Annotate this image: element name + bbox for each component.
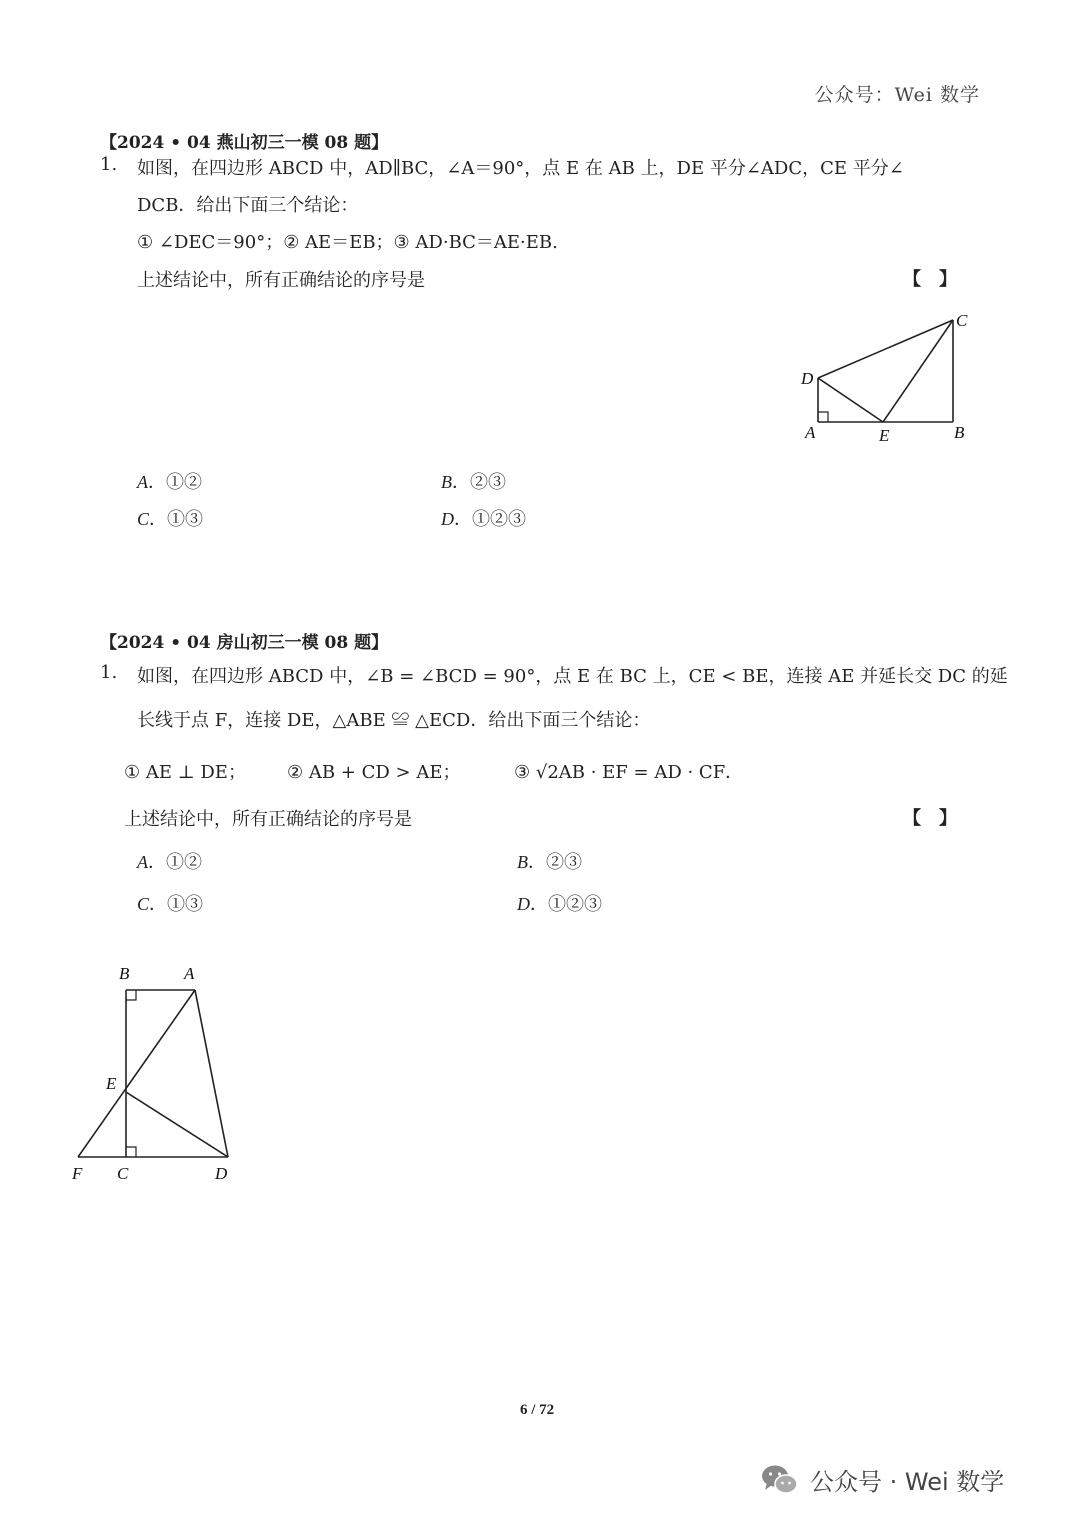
q1-option-d-letter: D [441,509,454,529]
q2-option-d-letter: D [517,894,530,914]
q1-label-e: E [879,426,890,445]
q1-option-c: C．①③ [137,509,204,530]
q2-label-e: E [106,1074,117,1093]
q2-option-a-text: ①② [166,852,202,873]
header-account: 公众号：Wei 数学 [814,84,980,106]
q2-right-angle-mark-c [126,1147,136,1157]
q2-label-a: A [184,964,195,983]
q1-right-angle-mark [818,412,828,422]
q2-answer-bracket: 【 】 [903,808,957,829]
q2-seg-ad [195,990,228,1157]
q1-option-d-text: ①②③ [472,509,526,530]
q1-answer-bracket: 【 】 [903,269,957,290]
q2-figure [60,955,260,1195]
q1-prompt: 上述结论中，所有正确结论的序号是 [137,270,425,291]
q2-option-b: B．②③ [517,852,582,873]
q2-option-c: C．①③ [137,894,204,915]
page-number: 6 / 72 [520,1402,555,1418]
q2-seg-ed [126,1092,228,1157]
q2-conclusion-3: ③ √2AB · EF = AD · CF． [514,762,744,783]
q1-option-b: B．②③ [441,472,506,493]
q2-label-d: D [215,1164,228,1183]
q2-option-d-text: ①②③ [548,894,602,915]
q1-option-a-text: ①② [166,472,202,493]
q1-option-c-text: ①③ [167,509,204,530]
q2-option-b-text: ②③ [546,852,582,873]
wechat-icon [760,1463,800,1497]
q2-label-c: C [117,1164,129,1183]
q1-label-d: D [801,369,814,388]
q1-figure [790,300,990,450]
q1-label-a: A [805,423,816,442]
q1-stem-line1: 如图，在四边形 ABCD 中，AD∥BC，∠A＝90°，点 E 在 AB 上，DE 平分∠ADC，CE 平分∠ [137,158,904,179]
q1-label-c: C [956,311,968,330]
footer-text: 公众号 · Wei 数学 [810,1468,1005,1496]
q2-stem-line2: 长线于点 F，连接 DE，△ABE ≌ △ECD．给出下面三个结论： [137,710,651,731]
q2-conclusion-1: ① AE ⊥ DE； [124,762,246,783]
q1-option-a: A．①② [137,472,202,493]
q1-source: 【2024 • 04 燕山初三一模 08 题】 [100,133,389,153]
q2-option-c-text: ①③ [167,894,204,915]
footer-watermark [760,1462,1004,1497]
q1-option-a-letter: A [137,472,148,492]
q2-option-b-letter: B [517,852,528,872]
q2-option-d: D．①②③ [517,894,602,915]
q2-number: 1. [100,662,118,683]
q2-right-angle-mark-b [126,990,136,1000]
q2-label-f: F [72,1164,83,1183]
q1-option-b-letter: B [441,472,452,492]
q1-conclusions: ① ∠DEC＝90°；② AE＝EB；③ AD·BC＝AE·EB. [137,232,558,253]
q1-stem-line2: DCB．给出下面三个结论： [137,195,359,216]
q2-option-a-letter: A [137,852,148,872]
q2-conclusion-2: ② AB + CD > AE； [287,762,461,783]
q2-option-c-letter: C [137,894,150,914]
q1-option-d: D．①②③ [441,509,526,530]
q2-label-b: B [119,964,130,983]
q1-option-c-letter: C [137,509,150,529]
q2-seg-af [78,990,195,1157]
q2-prompt: 上述结论中，所有正确结论的序号是 [124,809,412,830]
q2-stem-line1: 如图，在四边形 ABCD 中，∠B = ∠BCD = 90°，点 E 在 BC 上，CE < BE，连接 AE 并延长交 DC 的延 [137,666,1008,687]
q2-option-a: A．①② [137,852,202,873]
q1-number: 1. [100,154,118,175]
q1-label-b: B [954,423,965,442]
q1-option-b-text: ②③ [470,472,506,493]
q2-source: 【2024 • 04 房山初三一模 08 题】 [100,633,389,653]
